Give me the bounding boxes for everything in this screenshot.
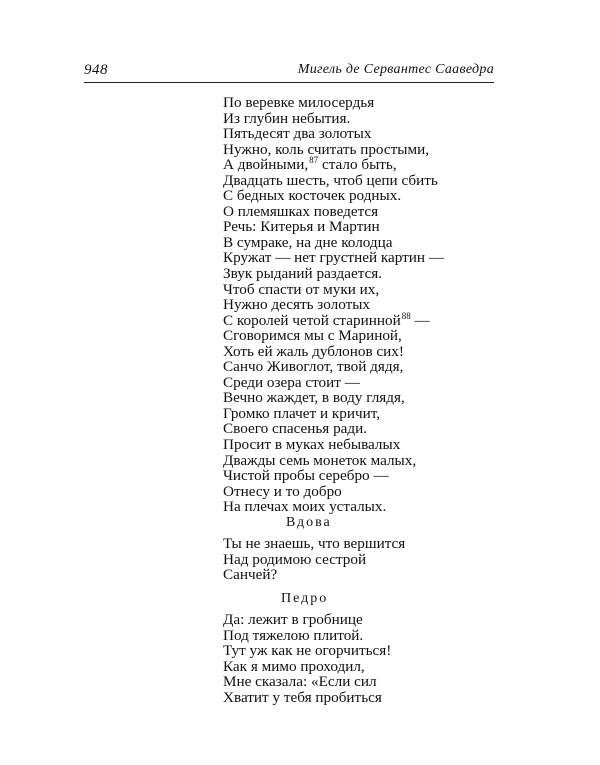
verse-line <box>223 204 444 220</box>
running-title: Мигель де Сервантес Сааведра <box>297 62 494 77</box>
verse-line <box>223 484 444 500</box>
verse-text: В сумраке, на дне колодца <box>223 233 393 251</box>
verse-text: Хоть ей жаль дублонов сих! <box>223 342 404 360</box>
verse-pedro <box>223 612 391 705</box>
verse-text: Нужно, коль считать простыми, <box>223 140 430 158</box>
verse-text: Кружат — нет грустней картин — <box>223 249 445 267</box>
verse-line <box>223 235 444 251</box>
verse-line <box>223 126 444 142</box>
verse-line: Под тяжелою плитой. <box>223 626 364 644</box>
verse-widow <box>223 536 405 583</box>
speaker-widow: Вдова <box>286 515 332 530</box>
verse-line <box>223 468 444 484</box>
verse-line: Ты не знаешь, что вершится <box>223 535 406 552</box>
verse-line <box>223 219 444 235</box>
verse-line <box>223 188 444 204</box>
verse-line <box>223 437 444 453</box>
verse-text: Просит в муках небывалых <box>223 436 401 454</box>
verse-text: Среди озера стоит — <box>223 373 360 391</box>
header-rule <box>84 82 494 83</box>
verse-text: С бедных косточек родных. <box>223 187 402 205</box>
verse-line <box>223 344 444 360</box>
verse-line: Хватит у тебя пробиться <box>223 688 382 706</box>
verse-line <box>223 173 444 189</box>
verse-text-tail: — <box>410 311 430 329</box>
footnote-ref: 88 <box>401 310 411 321</box>
verse-line <box>223 328 444 344</box>
verse-line: Да: лежит в гробнице <box>223 611 363 628</box>
verse-line <box>223 282 444 298</box>
verse-text: Чтоб спасти от муки их, <box>223 280 380 298</box>
verse-text: Вечно жаждет, в воду глядя, <box>223 389 405 407</box>
verse-line: Мне сказала: «Если сил <box>223 673 377 691</box>
verse-text: На плечах моих усталых. <box>223 498 387 516</box>
verse-line <box>223 359 444 375</box>
verse-line <box>223 499 444 515</box>
verse-line <box>223 266 444 282</box>
verse-text: А двойными, <box>223 156 309 174</box>
verse-text: Дважды семь монеток малых, <box>223 451 417 469</box>
verse-line <box>223 421 444 437</box>
verse-line <box>223 375 444 391</box>
verse-line <box>223 406 444 422</box>
verse-line <box>223 142 444 158</box>
speaker-pedro: Педро <box>281 591 329 606</box>
verse-text: По веревке милосердья <box>223 94 375 111</box>
verse-text: Сговоримся мы с Мариной, <box>223 327 402 345</box>
verse-text-tail: стало быть, <box>318 156 397 174</box>
verse-text: Нужно десять золотых <box>223 296 371 314</box>
verse-text: Отнесу и то добро <box>223 482 342 500</box>
verse-text: Звук рыданий раздается. <box>223 265 383 283</box>
verse-line: Тут уж как не огорчиться! <box>223 642 392 660</box>
footnote-ref: 87 <box>309 155 319 166</box>
verse-line <box>223 111 444 127</box>
verse-line <box>223 453 444 469</box>
verse-main <box>223 95 444 515</box>
verse-line <box>223 390 444 406</box>
verse-text: Чистой пробы серебро — <box>223 467 389 485</box>
verse-text: Громко плачет и кричит, <box>223 404 381 422</box>
verse-text: Санчо Живоглот, твой дядя, <box>223 358 404 376</box>
verse-text: Из глубин небытия. <box>223 109 351 127</box>
verse-text: С королей четой старинной <box>223 311 401 329</box>
verse-text: Речь: Китерья и Мартин <box>223 218 380 236</box>
page-number: 948 <box>84 62 108 78</box>
verse-line: Над родимою сестрой <box>223 550 367 568</box>
verse-text: Двадцать шесть, чтоб цепи сбить <box>223 171 438 189</box>
verse-line: Санчей? <box>223 566 278 584</box>
verse-text: Пятьдесят два золотых <box>223 125 372 143</box>
verse-line: Как я мимо проходил, <box>223 657 365 675</box>
verse-line <box>223 157 444 173</box>
verse-text: О племяшках поведется <box>223 202 379 220</box>
verse-line <box>223 310 444 329</box>
verse-text: Своего спасенья ради. <box>223 420 368 438</box>
verse-line <box>223 95 444 111</box>
verse-line <box>223 250 444 266</box>
page-header <box>84 62 494 82</box>
